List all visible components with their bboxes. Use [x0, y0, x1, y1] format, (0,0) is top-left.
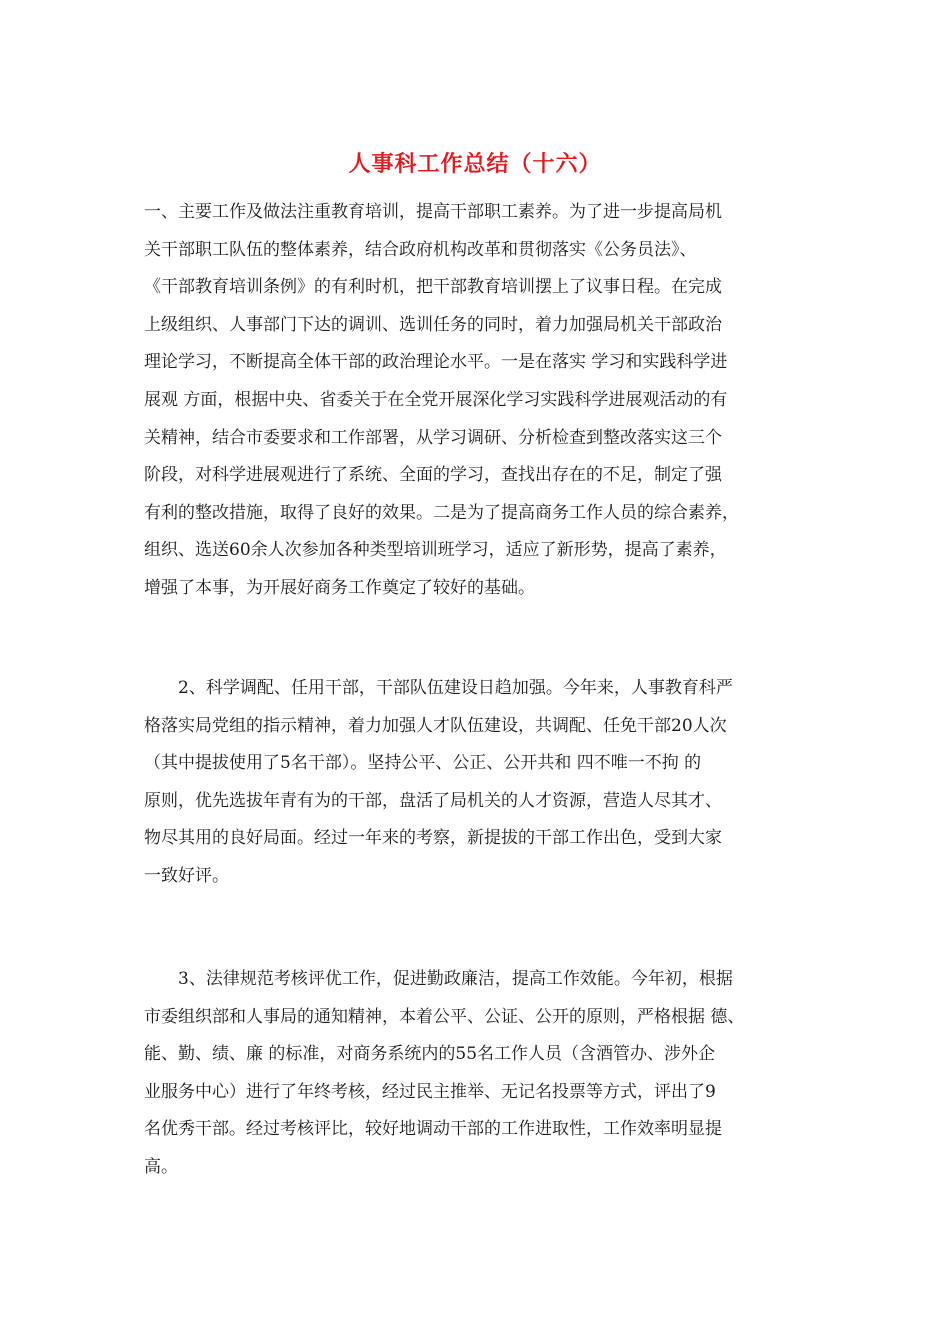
text-line: 业服务中心）进行了年终考核，经过民主推举、无记名投票等方式，评出了9: [144, 1081, 716, 1102]
text-line: 组织、选送60余人次参加各种类型培训班学习，适应了新形势，提高了素养，: [144, 540, 727, 561]
text-line: 一、主要工作及做法注重教育培训，提高干部职工素养。为了进一步提高局机: [144, 202, 722, 222]
text-line: 高。: [144, 1156, 178, 1177]
text-line: 格落实局党组的指示精神，着力加强人才队伍建设，共调配、任免干部20人次: [144, 715, 727, 736]
text-line: 关干部职工队伍的整体素养，结合政府机构改革和贯彻落实《公务员法》、: [144, 239, 697, 260]
paragraph-cadre-deployment: [144, 670, 824, 896]
document-title: 人事科工作总结（十六）: [348, 151, 602, 177]
text-line: 增强了本事，为开展好商务工作奠定了较好的基础。: [144, 577, 535, 598]
text-line: 理论学习，不断提高全体干部的政治理论水平。一是在落实 学习和实践科学进: [144, 352, 728, 373]
text-line: 3、法律规范考核评优工作，促进勤政廉洁，提高工作效能。今年初，根据: [178, 969, 733, 989]
text-line: 有利的整改措施，取得了良好的效果。二是为了提高商务工作人员的综合素养，: [144, 502, 739, 523]
text-line: 关精神，结合市委要求和工作部署，从学习调研、分析检查到整改落实这三个: [144, 427, 722, 448]
text-line: 阶段，对科学进展观进行了系统、全面的学习，查找出存在的不足，制定了强: [144, 465, 722, 486]
text-line: 展观 方面，根据中央、省委关于在全党开展深化学习实践科学进展观活动的有: [144, 389, 728, 410]
text-line: 《干部教育培训条例》的有利时机，把干部教育培训摆上了议事日程。在完成: [144, 277, 722, 298]
paragraph-assessment: [144, 961, 824, 1187]
text-line: 2、科学调配、任用干部，干部队伍建设日趋加强。今年来，人事教育科严: [178, 678, 733, 698]
text-line: 物尽其用的良好局面。经过一年来的考察，新提拔的干部工作出色，受到大家: [144, 828, 722, 849]
text-line: （其中提拔使用了5名干部）。坚持公平、公正、公开共和 四不唯一不拘 的: [144, 753, 702, 774]
paragraph-education-training: [144, 194, 824, 608]
text-line: 一致好评。: [144, 865, 229, 886]
text-line: 上级组织、人事部门下达的调训、选训任务的同时，着力加强局机关干部政治: [144, 314, 722, 335]
text-line: 市委组织部和人事局的通知精神，本着公平、公证、公开的原则，严格根据 德、: [144, 1006, 745, 1027]
text-line: 能、勤、绩、廉 的标准，对商务系统内的55名工作人员（含酒管办、涉外企: [144, 1044, 716, 1065]
text-line: 名优秀干部。经过考核评比，较好地调动干部的工作进取性，工作效率明显提: [144, 1119, 722, 1140]
text-line: 原则，优先选拔年青有为的干部，盘活了局机关的人才资源，营造人尽其才、: [144, 790, 722, 811]
